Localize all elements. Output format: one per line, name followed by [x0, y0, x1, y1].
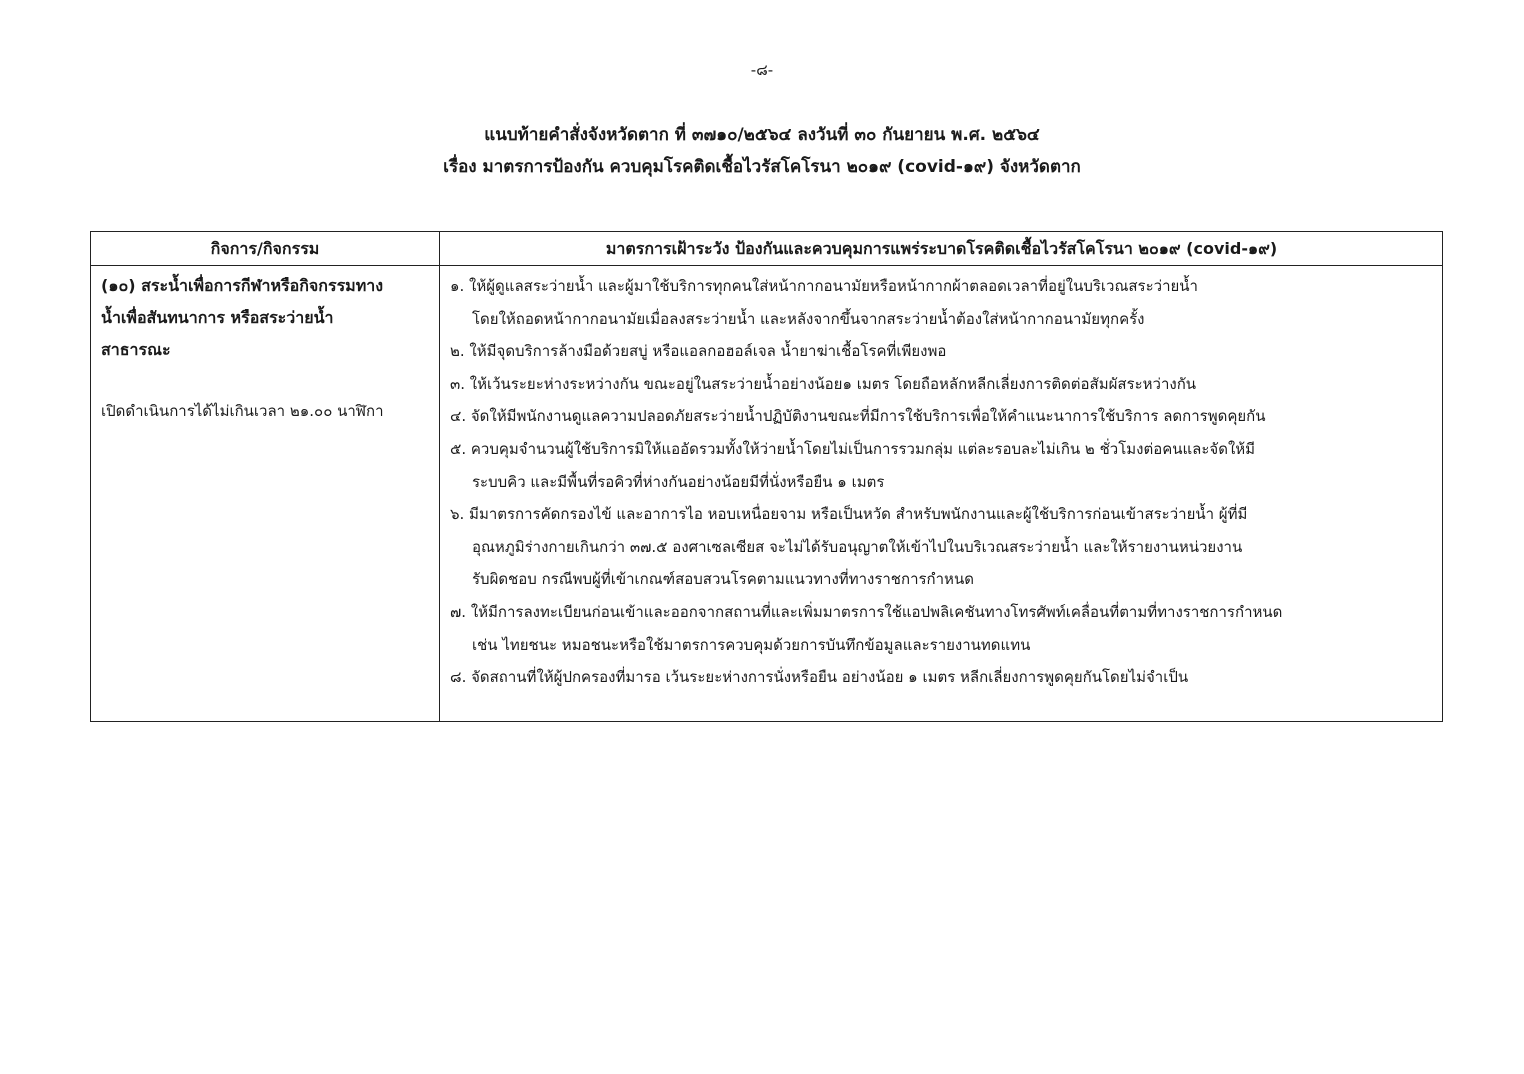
measure-item-2: ๒. ให้มีจุดบริการล้างมือด้วยสบู่ หรือแอลกอฮอล์เจล น้ำยาฆ่าเชื้อโรคที่เพียงพอ: [450, 342, 947, 361]
measures-cell: [450, 270, 1434, 694]
measure-item-1: ๑. ให้ผู้ดูแลสระว่ายน้ำ และผู้มาใช้บริการทุกคนใส่หน้ากากอนามัยหรือหน้ากากผ้าตลอดเวลาที่อยู่ในบริเวณสระว่ายน้ำ: [450, 277, 1198, 295]
activity-cell: [101, 270, 431, 366]
measure-item-3: ๓. ให้เว้นระยะห่างระหว่างกัน ขณะอยู่ในสระว่ายน้ำอย่างน้อย๑ เมตร โดยถือหลักหลีกเลี่ยงการติดต่อสัมผัสระหว่างกัน: [450, 374, 1197, 393]
measure-item-1-cont: โดยให้ถอดหน้ากากอนามัยเมื่อลงสระว่ายน้ำ และหลังจากขึ้นจากสระว่ายน้ำต้องใส่หน้ากากอนามัยทุกครั้ง: [472, 309, 1145, 328]
measure-item-5-cont: ระบบคิว และมีพื้นที่รอคิวที่ห่างกันอย่างน้อยมีที่นั่งหรือยืน ๑ เมตร: [472, 472, 885, 491]
measure-item-6: ๖. มีมาตรการคัดกรองไข้ และอาการไอ หอบเหนื่อยจาม หรือเป็นหวัด สำหรับพนักงานและผู้ใช้บริการก่อนเข้าสระว่ายน้ำ ผู้ที่มี: [450, 505, 1248, 524]
measures-column-header: มาตรการเฝ้าระวัง ป้องกันและควบคุมการแพร่ระบาดโรคติดเชื้อไวรัสโคโรนา ๒๐๑๙ (covid-๑๙): [605, 239, 1278, 258]
page-number: -๘-: [750, 61, 774, 79]
measures-table: [90, 231, 1443, 722]
measure-item-4: ๔. จัดให้มีพนักงานดูแลความปลอดภัยสระว่ายน้ำปฏิบัติงานขณะที่มีการใช้บริการเพื่อให้คำแนะนาการใช้บริการ ลดการพูดคุยกัน: [450, 407, 1266, 426]
measure-item-7: ๗. ให้มีการลงทะเบียนก่อนเข้าและออกจากสถานที่และเพิ่มมาตรการใช้แอปพลิเคชันทางโทรศัพท์เคลื่อนที่ตามที่ทางราชการกำหนด: [450, 602, 1283, 621]
activity-column-header: กิจการ/กิจกรรม: [210, 239, 320, 258]
activity-line: สาธารณะ: [101, 340, 171, 359]
measure-item-6-cont: อุณหภูมิร่างกายเกินกว่า ๓๗.๕ องศาเซลเซียส จะไม่ได้รับอนุญาตให้เข้าไปในบริเวณสระว่ายน้ำ และให้รายงานหน่วยงาน: [472, 537, 1243, 556]
measure-item-7-cont: เช่น ไทยชนะ หมอชนะหรือใช้มาตรการควบคุมด้วยการบันทึกข้อมูลและรายงานทดแทน: [472, 635, 1031, 654]
activity-hours: เปิดดำเนินการได้ไม่เกินเวลา ๒๑.๐๐ นาฬิกา: [101, 402, 384, 420]
table-header-row: [91, 232, 1442, 266]
activity-line: น้ำเพื่อสันทนาการ หรือสระว่ายน้ำ: [101, 308, 334, 327]
measure-item-6-cont: รับผิดชอบ กรณีพบผู้ที่เข้าเกณฑ์สอบสวนโรคตามแนวทางที่ทางราชการกำหนด: [472, 570, 974, 589]
document-subject: เรื่อง มาตรการป้องกัน ควบคุมโรคติดเชื้อไวรัสโคโรนา ๒๐๑๙ (covid-๑๙) จังหวัดตาก: [443, 157, 1081, 177]
activity-line: (๑๐) สระน้ำเพื่อการกีฬาหรือกิจกรรมทาง: [101, 276, 384, 295]
measure-item-5: ๕. ควบคุมจำนวนผู้ใช้บริการมิให้แออัดรวมทั้งให้ว่ายน้ำโดยไม่เป็นการรวมกลุ่ม แต่ละรอบละไม่เกิน ๒ ชั่วโมงต่อคนและจัดให้มี: [450, 439, 1256, 458]
measure-item-8: ๘. จัดสถานที่ให้ผู้ปกครองที่มารอ เว้นระยะห่างการนั่งหรือยืน อย่างน้อย ๑ เมตร หลีกเลี่ยงการพูดคุยกันโดยไม่จำเป็น: [450, 668, 1189, 687]
column-divider: [439, 232, 440, 721]
document-title: แนบท้ายคำสั่งจังหวัดตาก ที่ ๓๗๑๐/๒๕๖๔ ลงวันที่ ๓๐ กันยายน พ.ศ. ๒๕๖๔: [484, 125, 1040, 145]
